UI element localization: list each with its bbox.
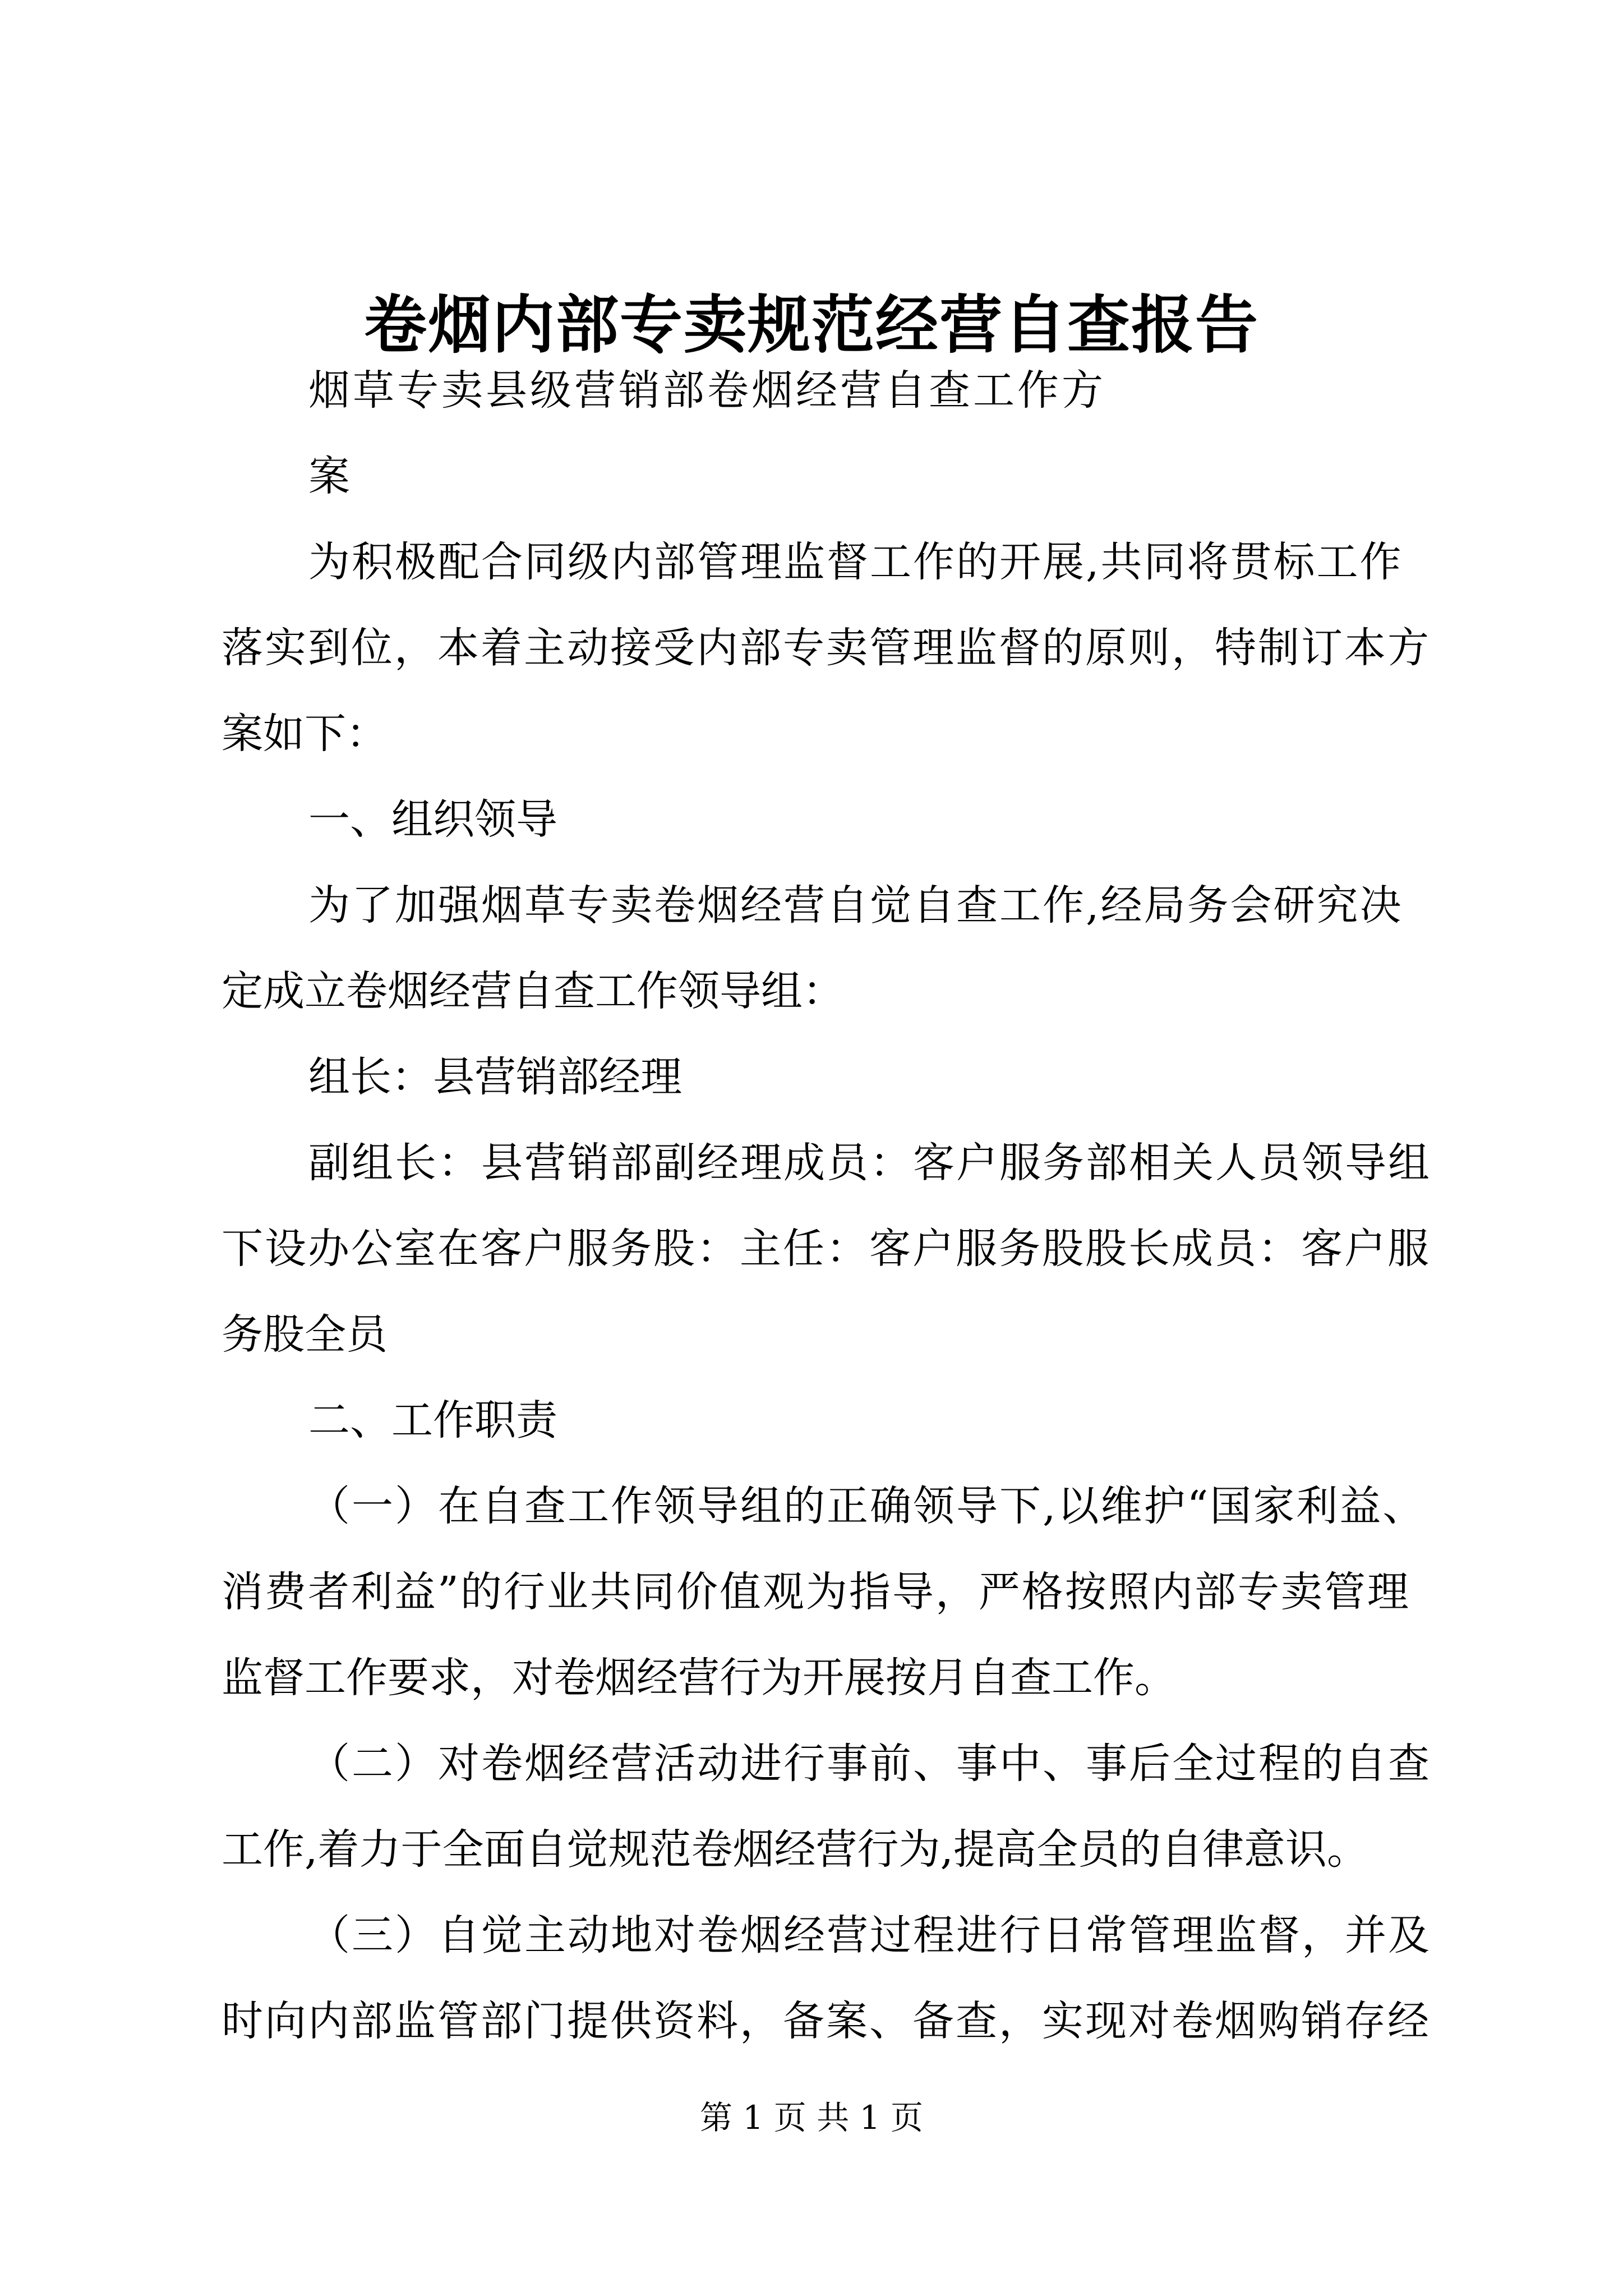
paragraph-line: 定成立卷烟经营自查工作领导组： xyxy=(222,967,844,1015)
paragraph-line: 为积极配合同级内部管理监督工作的开展,共同将贯标工作 xyxy=(308,538,1403,586)
paragraph-line: （二）对卷烟经营活动进行事前、事中、事后全过程的自查 xyxy=(308,1740,1431,1788)
paragraph-line: 消费者利益”的行业共同价值观为指导，严格按照内部专卖管理 xyxy=(222,1568,1410,1616)
paragraph-line: （一）在自查工作领导组的正确领导下,以维护“国家利益、 xyxy=(308,1482,1426,1530)
section-heading: 一、组织领导 xyxy=(308,795,557,844)
paragraph-line: 落实到位，本着主动接受内部专卖管理监督的原则，特制订本方 xyxy=(222,624,1431,672)
paragraph-line: 下设办公室在客户服务股：主任：客户服务股股长成员：客户服 xyxy=(222,1225,1431,1273)
paragraph-line: （三）自觉主动地对卷烟经营过程进行日常管理监督，并及 xyxy=(308,1911,1431,1959)
paragraph-line: 组长：县营销部经理 xyxy=(308,1053,682,1101)
subtitle-line-1: 烟草专卖县级营销部卷烟经营自查工作方 xyxy=(308,366,1106,415)
paragraph-line: 为了加强烟草专卖卷烟经营自觉自查工作,经局务会研究决 xyxy=(308,881,1403,930)
section-heading: 二、工作职责 xyxy=(308,1396,557,1444)
paragraph-line: 务股全员 xyxy=(222,1310,388,1359)
subtitle-line-2: 案 xyxy=(308,452,350,500)
page-number-footer: 第 1 页 共 1 页 xyxy=(700,2099,923,2137)
document-title: 卷烟内部专卖规范经营自查报告 xyxy=(364,288,1259,362)
document-body xyxy=(222,348,1431,2064)
paragraph-line: 监督工作要求，对卷烟经营行为开展按月自查工作。 xyxy=(222,1654,1176,1702)
paragraph-line: 时向内部监管部门提供资料，备案、备查，实现对卷烟购销存经 xyxy=(222,1997,1431,2045)
paragraph-line: 工作,着力于全面自觉规范卷烟经营行为,提高全员的自律意识。 xyxy=(222,1825,1369,1874)
paragraph-line: 案如下： xyxy=(222,710,388,758)
paragraph-line: 副组长：县营销部副经理成员：客户服务部相关人员领导组 xyxy=(308,1139,1431,1187)
